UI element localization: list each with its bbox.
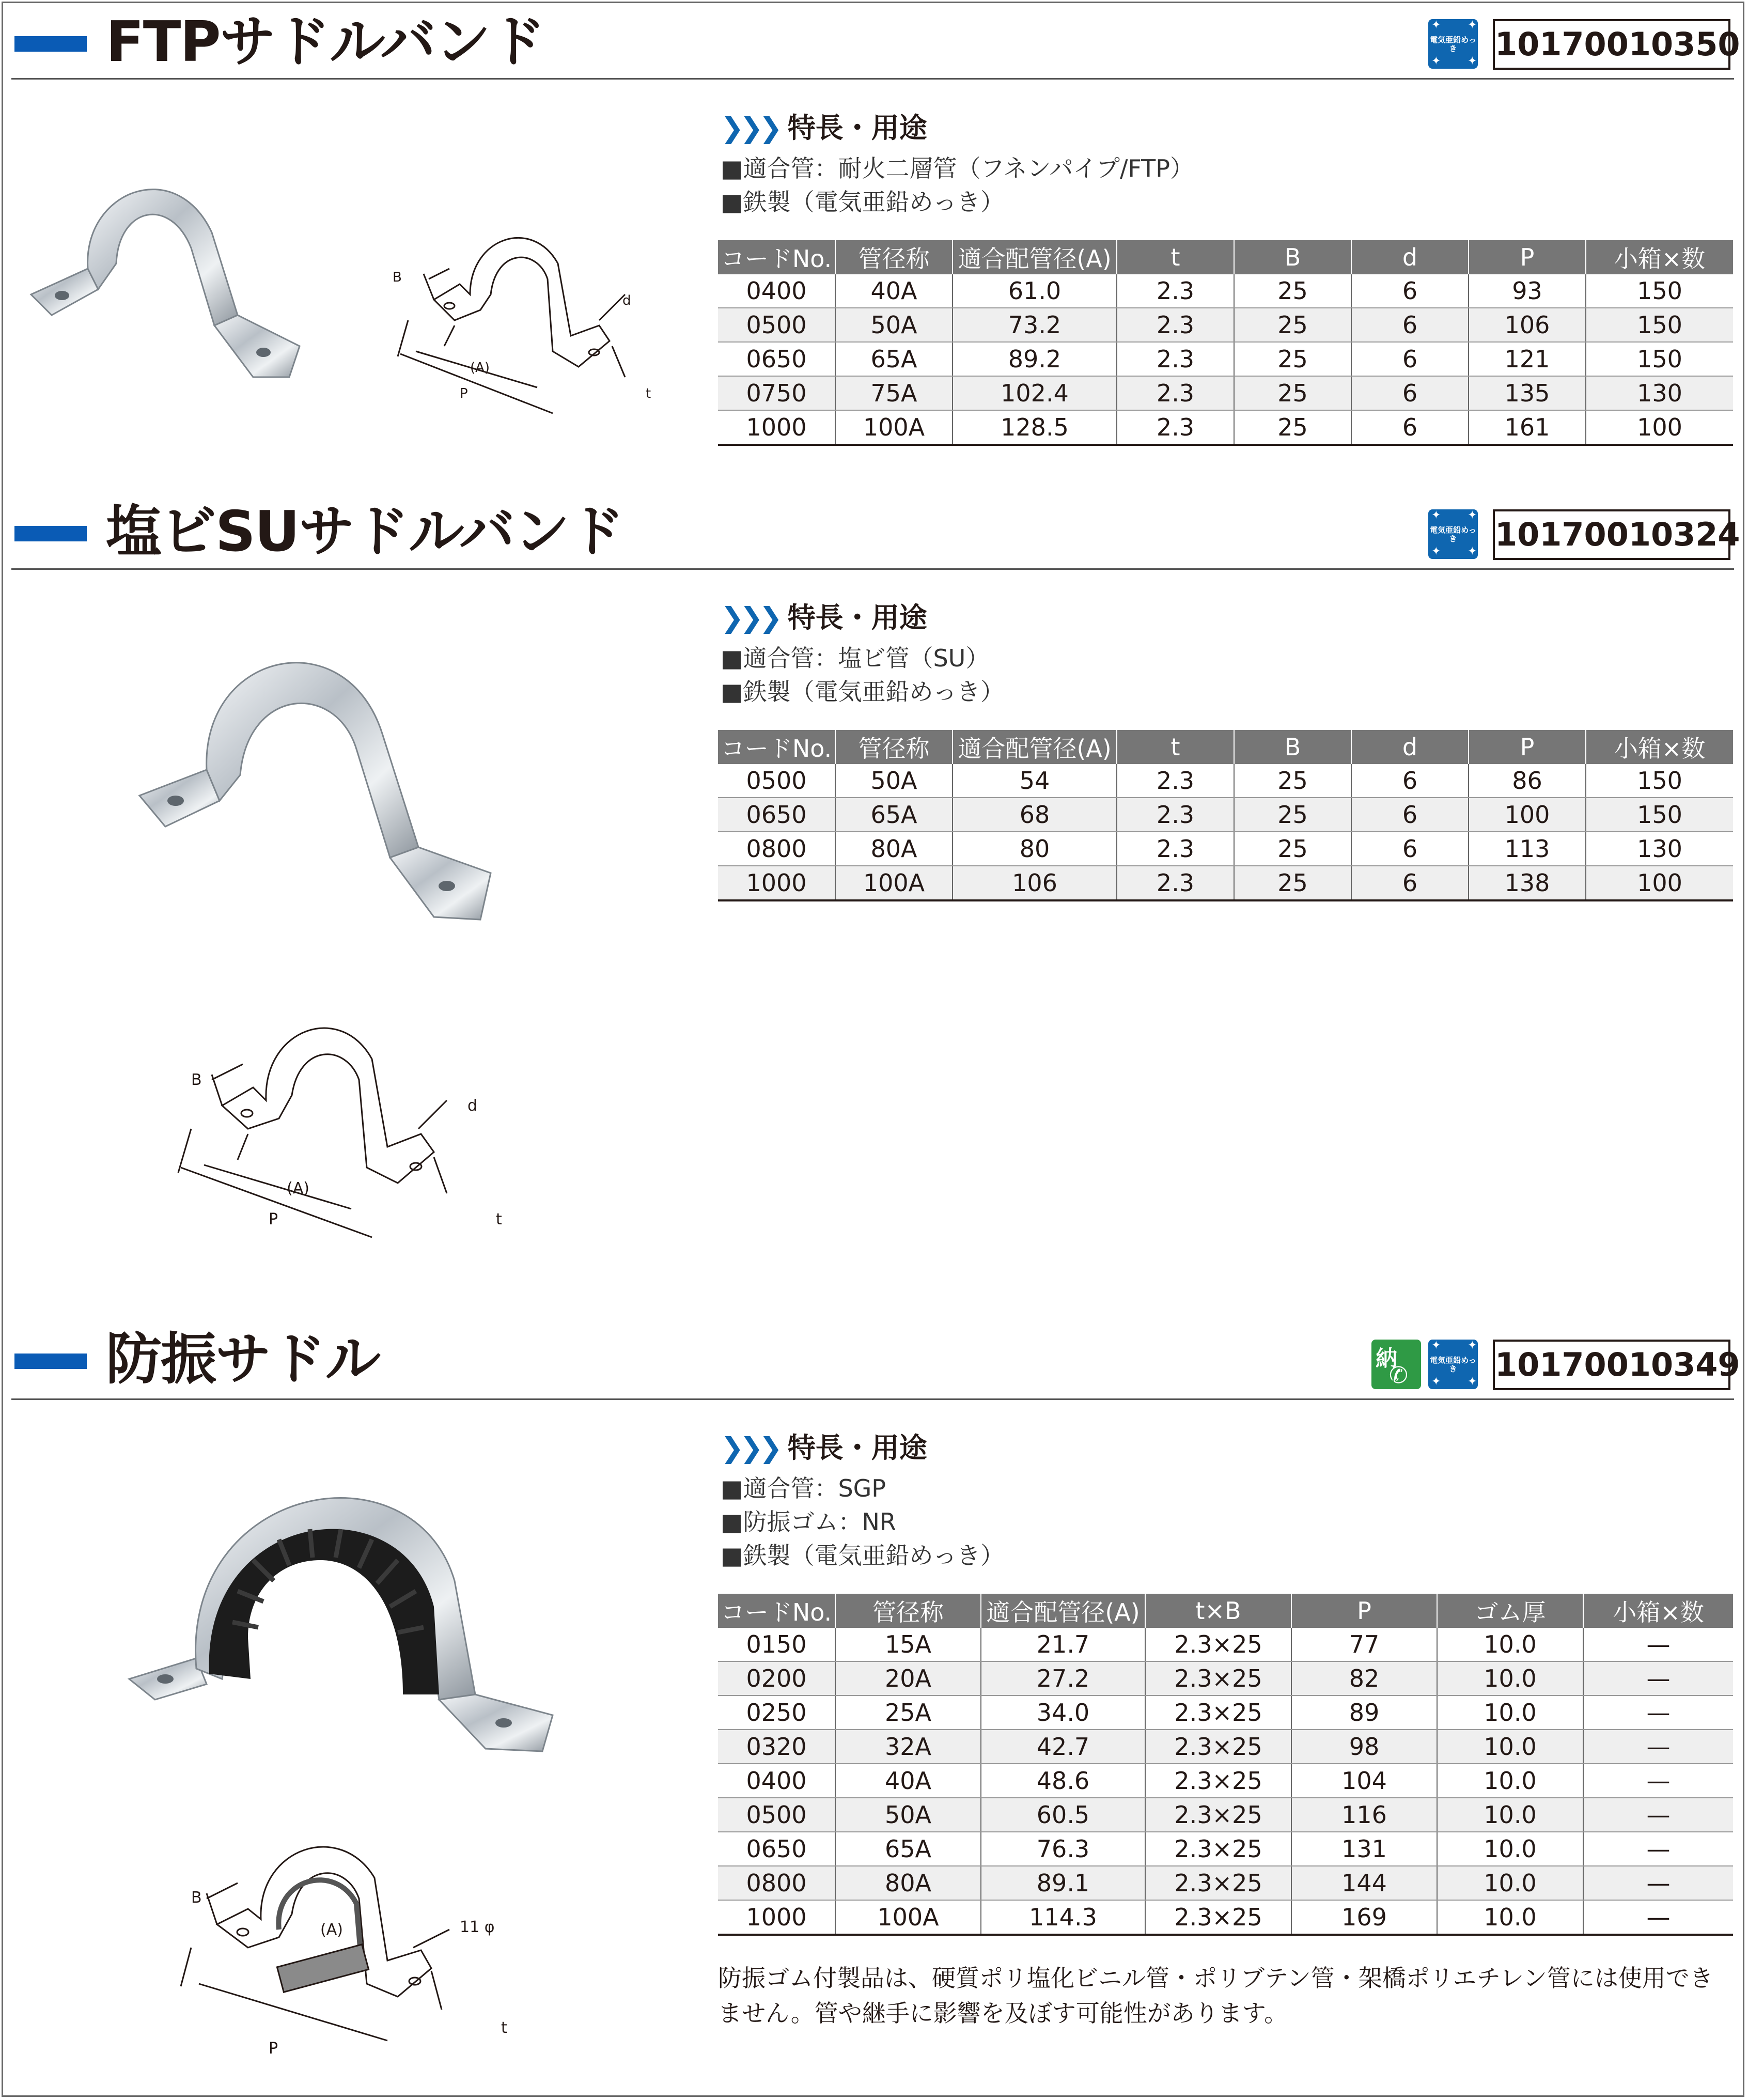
dim-label-b: B <box>191 1889 202 1907</box>
table-cell: 80 <box>953 832 1117 866</box>
table-cell: 0150 <box>718 1628 835 1661</box>
table-cell: 2.3 <box>1117 798 1234 832</box>
table-cell: 2.3×25 <box>1145 1628 1291 1661</box>
dim-label-a: (A) <box>287 1179 309 1197</box>
feature-line: ■適合管：塩ビ管（SU） <box>721 644 990 672</box>
table-cell: 2.3×25 <box>1145 1695 1291 1730</box>
features-heading: ❯❯❯ 特長・用途 <box>721 112 927 144</box>
dim-label-t: t <box>646 386 651 401</box>
table-row <box>718 274 1733 308</box>
table-cell: 2.3 <box>1117 274 1234 308</box>
table-cell: — <box>1583 1900 1733 1935</box>
product-photo <box>124 1452 568 1762</box>
table-cell: 73.2 <box>953 308 1117 342</box>
dim-label-t: t <box>496 1210 502 1228</box>
table-cell: 0650 <box>718 798 835 832</box>
spec-table <box>718 730 1733 901</box>
table-cell: 50A <box>835 764 953 798</box>
column-header: 適合配管径(A) <box>981 1594 1145 1628</box>
table-cell: 0500 <box>718 1798 835 1832</box>
table-cell: 76.3 <box>981 1832 1145 1866</box>
table-cell: 65A <box>835 342 953 376</box>
dim-label-t: t <box>501 2019 507 2037</box>
dimension-diagram <box>382 217 672 424</box>
table-cell: 77 <box>1291 1628 1437 1661</box>
table-cell: 89 <box>1291 1695 1437 1730</box>
table-cell: 2.3×25 <box>1145 1866 1291 1900</box>
table-cell: 6 <box>1351 308 1469 342</box>
product-photo <box>129 630 553 940</box>
table-cell: 25 <box>1234 376 1351 410</box>
table-cell: 80A <box>835 1866 981 1900</box>
table-row <box>718 832 1733 866</box>
product-code: 10170010350 <box>1493 19 1730 70</box>
table-cell: 25A <box>835 1695 981 1730</box>
zinc-plating-icon: ✦ ✦ ✦ ✦ 電気亜鉛めっき <box>1428 509 1478 559</box>
table-row <box>718 764 1733 798</box>
column-header: 管径称 <box>835 240 953 274</box>
feature-line: ■防振ゴム：NR <box>721 1508 896 1536</box>
table-cell: 10.0 <box>1437 1661 1583 1695</box>
table-cell: 10.0 <box>1437 1866 1583 1900</box>
table-row <box>718 342 1733 376</box>
table-cell: 0500 <box>718 308 835 342</box>
table-cell: 25 <box>1234 798 1351 832</box>
table-cell: 2.3 <box>1117 308 1234 342</box>
column-header: P <box>1291 1594 1437 1628</box>
table-cell: — <box>1583 1661 1733 1695</box>
dim-label-d: d <box>622 293 631 308</box>
dimension-diagram <box>165 1002 517 1255</box>
section-title: 塩ビSUサドルバンド <box>106 500 623 564</box>
column-header: d <box>1351 240 1469 274</box>
dim-label-b: B <box>393 270 402 285</box>
dim-label-p: P <box>269 2040 278 2058</box>
table-cell: 32A <box>835 1730 981 1764</box>
table-row <box>718 1695 1733 1730</box>
spec-table <box>718 1594 1733 1936</box>
table-cell: 10.0 <box>1437 1832 1583 1866</box>
table-cell: 10.0 <box>1437 1764 1583 1798</box>
table-cell: 121 <box>1469 342 1586 376</box>
table-row <box>718 1832 1733 1866</box>
table-cell: 89.2 <box>953 342 1117 376</box>
table-cell: 65A <box>835 798 953 832</box>
table-header-row <box>718 1594 1733 1628</box>
table-cell: 135 <box>1469 376 1586 410</box>
table-cell: 25 <box>1234 308 1351 342</box>
column-header: 小箱×数 <box>1583 1594 1733 1628</box>
table-cell: 48.6 <box>981 1764 1145 1798</box>
table-cell: 25 <box>1234 410 1351 445</box>
table-cell: 106 <box>1469 308 1586 342</box>
table-cell: — <box>1583 1832 1733 1866</box>
feature-line: ■鉄製（電気亜鉛めっき） <box>721 188 1005 216</box>
product-photo <box>21 160 351 408</box>
column-header: t <box>1117 730 1234 764</box>
table-cell: 1000 <box>718 410 835 445</box>
table-cell: 6 <box>1351 798 1469 832</box>
delivery-icon-text: 納 <box>1376 1346 1398 1371</box>
table-cell: 100 <box>1469 798 1586 832</box>
dim-label-p: P <box>269 1210 278 1228</box>
table-cell: 6 <box>1351 764 1469 798</box>
table-cell: 0750 <box>718 376 835 410</box>
table-cell: 2.3×25 <box>1145 1798 1291 1832</box>
table-row <box>718 1900 1733 1935</box>
table-header-row <box>718 240 1733 274</box>
table-cell: 0320 <box>718 1730 835 1764</box>
table-cell: 25 <box>1234 342 1351 376</box>
column-header: 管径称 <box>835 1594 981 1628</box>
feature-line: ■適合管：SGP <box>721 1474 886 1502</box>
feature-line: ■鉄製（電気亜鉛めっき） <box>721 678 1005 706</box>
table-cell: 100A <box>835 866 953 900</box>
column-header: コードNo. <box>718 240 835 274</box>
usage-note: 防振ゴム付製品は、硬質ポリ塩化ビニル管・ポリブテン管・架橋ポリエチレン管には使用できません。管や継手に影響を及ぼす可能性があります。 <box>718 1964 1713 2027</box>
table-cell: 25 <box>1234 274 1351 308</box>
table-cell: 150 <box>1586 798 1733 832</box>
table-cell: 75A <box>835 376 953 410</box>
dim-label-d: d <box>467 1097 478 1115</box>
table-cell: 0200 <box>718 1661 835 1695</box>
table-cell: 10.0 <box>1437 1695 1583 1730</box>
column-header: 適合配管径(A) <box>953 730 1117 764</box>
table-cell: 128.5 <box>953 410 1117 445</box>
features-heading: ❯❯❯ 特長・用途 <box>721 601 927 634</box>
table-cell: 2.3 <box>1117 342 1234 376</box>
table-cell: 6 <box>1351 410 1469 445</box>
table-cell: 150 <box>1586 342 1733 376</box>
table-cell: 131 <box>1291 1832 1437 1866</box>
column-header: P <box>1469 730 1586 764</box>
table-cell: 102.4 <box>953 376 1117 410</box>
table-cell: 0650 <box>718 1832 835 1866</box>
table-cell: 100A <box>835 1900 981 1935</box>
product-code: 10170010324 <box>1493 509 1730 560</box>
table-cell: 0650 <box>718 342 835 376</box>
table-cell: — <box>1583 1695 1733 1730</box>
table-cell: 114.3 <box>981 1900 1145 1935</box>
table-cell: 161 <box>1469 410 1586 445</box>
features-heading: ❯❯❯ 特長・用途 <box>721 1432 927 1464</box>
table-cell: 25 <box>1234 832 1351 866</box>
section-divider <box>11 568 1734 570</box>
table-header-row <box>718 730 1733 764</box>
section-divider <box>11 1398 1734 1400</box>
dim-label-hole: 11 φ <box>460 1918 495 1936</box>
zinc-icon-text: 電気亜鉛めっき <box>1430 35 1476 53</box>
table-cell: 2.3 <box>1117 410 1234 445</box>
table-cell: 2.3×25 <box>1145 1661 1291 1695</box>
section-title: FTPサドルバンド <box>106 10 545 74</box>
column-header: 管径称 <box>835 730 953 764</box>
table-row <box>718 1798 1733 1832</box>
table-cell: 61.0 <box>953 274 1117 308</box>
table-cell: 21.7 <box>981 1628 1145 1661</box>
table-row <box>718 1661 1733 1695</box>
dim-label-p: P <box>460 386 468 401</box>
table-cell: 10.0 <box>1437 1730 1583 1764</box>
table-cell: 10.0 <box>1437 1900 1583 1935</box>
table-cell: 20A <box>835 1661 981 1695</box>
table-cell: 6 <box>1351 376 1469 410</box>
section-marker <box>14 36 87 52</box>
table-cell: 25 <box>1234 866 1351 900</box>
column-header: B <box>1234 730 1351 764</box>
column-header: コードNo. <box>718 730 835 764</box>
table-cell: 54 <box>953 764 1117 798</box>
table-cell: 6 <box>1351 832 1469 866</box>
column-header: B <box>1234 240 1351 274</box>
table-row <box>718 1628 1733 1661</box>
table-cell: — <box>1583 1764 1733 1798</box>
table-cell: 116 <box>1291 1798 1437 1832</box>
table-row <box>718 1866 1733 1900</box>
table-cell: 100 <box>1586 410 1733 445</box>
dimension-diagram <box>170 1826 532 2069</box>
table-cell: 82 <box>1291 1661 1437 1695</box>
table-cell: 150 <box>1586 274 1733 308</box>
table-cell: 6 <box>1351 274 1469 308</box>
table-cell: 138 <box>1469 866 1586 900</box>
table-cell: 60.5 <box>981 1798 1145 1832</box>
table-row <box>718 1730 1733 1764</box>
table-cell: 106 <box>953 866 1117 900</box>
table-cell: 130 <box>1586 376 1733 410</box>
zinc-icon-text: 電気亜鉛めっき <box>1430 1356 1476 1374</box>
dim-label-b: B <box>191 1071 202 1089</box>
section-divider <box>11 78 1734 80</box>
table-cell: 27.2 <box>981 1661 1145 1695</box>
table-row <box>718 1764 1733 1798</box>
table-cell: 89.1 <box>981 1866 1145 1900</box>
delivery-phone-icon <box>1371 1340 1421 1389</box>
table-cell: 40A <box>835 1764 981 1798</box>
column-header: t×B <box>1145 1594 1291 1628</box>
table-cell: 2.3×25 <box>1145 1832 1291 1866</box>
table-cell: 25 <box>1234 764 1351 798</box>
table-cell: 144 <box>1291 1866 1437 1900</box>
table-row <box>718 798 1733 832</box>
table-cell: 0250 <box>718 1695 835 1730</box>
table-cell: 10.0 <box>1437 1628 1583 1661</box>
table-cell: 169 <box>1291 1900 1437 1935</box>
table-cell: 2.3×25 <box>1145 1764 1291 1798</box>
product-code: 10170010349 <box>1493 1340 1730 1390</box>
table-cell: 100A <box>835 410 953 445</box>
table-cell: 150 <box>1586 764 1733 798</box>
feature-line: ■適合管：耐火二層管（フネンパイプ/FTP） <box>721 154 1194 182</box>
table-cell: 68 <box>953 798 1117 832</box>
table-cell: 50A <box>835 1798 981 1832</box>
table-cell: 130 <box>1586 832 1733 866</box>
dim-label-a: (A) <box>320 1921 343 1939</box>
table-cell: 2.3 <box>1117 832 1234 866</box>
zinc-icon-text: 電気亜鉛めっき <box>1430 525 1476 543</box>
table-cell: 65A <box>835 1832 981 1866</box>
table-cell: 93 <box>1469 274 1586 308</box>
zinc-plating-icon: ✦ ✦ ✦ ✦ 電気亜鉛めっき <box>1428 19 1478 69</box>
table-cell: 2.3 <box>1117 866 1234 900</box>
table-cell: 40A <box>835 274 953 308</box>
table-row <box>718 308 1733 342</box>
table-cell: 98 <box>1291 1730 1437 1764</box>
table-cell: 2.3 <box>1117 764 1234 798</box>
table-cell: 34.0 <box>981 1695 1145 1730</box>
table-cell: 0400 <box>718 274 835 308</box>
column-header: 小箱×数 <box>1586 730 1733 764</box>
table-cell: 150 <box>1586 308 1733 342</box>
table-row <box>718 376 1733 410</box>
table-cell: 100 <box>1586 866 1733 900</box>
table-cell: 1000 <box>718 866 835 900</box>
column-header: d <box>1351 730 1469 764</box>
table-cell: — <box>1583 1866 1733 1900</box>
dim-label-a: (A) <box>470 360 490 376</box>
table-cell: 10.0 <box>1437 1798 1583 1832</box>
table-cell: 0800 <box>718 832 835 866</box>
table-cell: 80A <box>835 832 953 866</box>
table-row <box>718 410 1733 445</box>
column-header: 適合配管径(A) <box>953 240 1117 274</box>
table-cell: 0800 <box>718 1866 835 1900</box>
table-cell: — <box>1583 1730 1733 1764</box>
table-cell: 15A <box>835 1628 981 1661</box>
table-cell: 42.7 <box>981 1730 1145 1764</box>
table-cell: 6 <box>1351 866 1469 900</box>
table-cell: — <box>1583 1798 1733 1832</box>
table-cell: 104 <box>1291 1764 1437 1798</box>
phone-glyph: ✆ <box>1389 1362 1408 1389</box>
table-cell: — <box>1583 1628 1733 1661</box>
table-cell: 86 <box>1469 764 1586 798</box>
table-cell: 50A <box>835 308 953 342</box>
table-cell: 2.3×25 <box>1145 1900 1291 1935</box>
column-header: コードNo. <box>718 1594 835 1628</box>
table-cell: 113 <box>1469 832 1586 866</box>
spec-table <box>718 240 1733 446</box>
table-cell: 6 <box>1351 342 1469 376</box>
column-header: P <box>1469 240 1586 274</box>
table-row <box>718 866 1733 900</box>
section-marker <box>14 1354 87 1369</box>
table-cell: 2.3×25 <box>1145 1730 1291 1764</box>
feature-line: ■鉄製（電気亜鉛めっき） <box>721 1542 1005 1569</box>
section-marker <box>14 526 87 541</box>
zinc-plating-icon: ✦ ✦ ✦ ✦ 電気亜鉛めっき <box>1428 1340 1478 1389</box>
table-cell: 2.3 <box>1117 376 1234 410</box>
table-cell: 0400 <box>718 1764 835 1798</box>
column-header: 小箱×数 <box>1586 240 1733 274</box>
column-header: ゴム厚 <box>1437 1594 1583 1628</box>
table-cell: 1000 <box>718 1900 835 1935</box>
section-title: 防振サドル <box>106 1327 380 1392</box>
column-header: t <box>1117 240 1234 274</box>
table-cell: 0500 <box>718 764 835 798</box>
